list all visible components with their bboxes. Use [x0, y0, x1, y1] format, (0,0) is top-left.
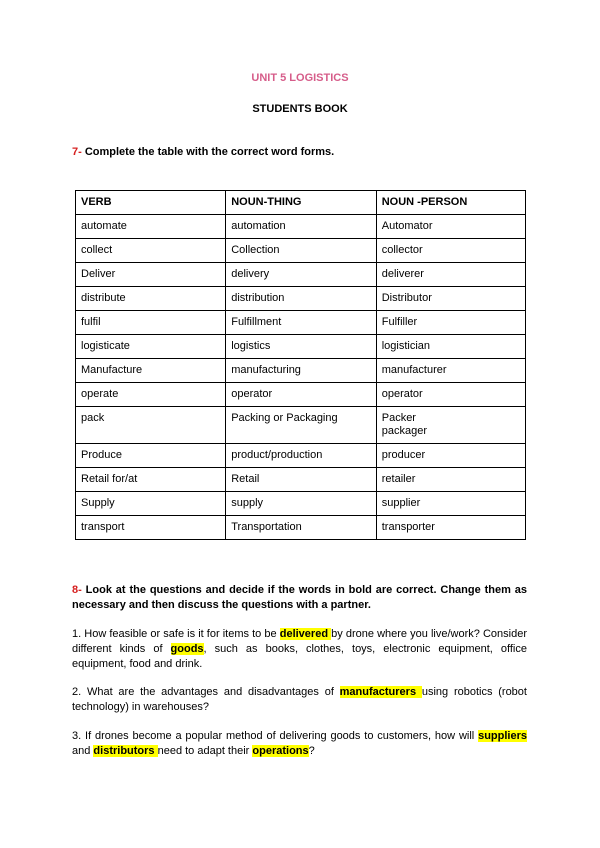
q2-highlight-manufacturers: manufacturers: [339, 686, 422, 698]
noun-person-cell: operator: [376, 383, 525, 407]
unit-title: UNIT 5 LOGISTICS: [251, 72, 349, 84]
noun-person-cell: Fulfiller: [376, 311, 525, 335]
q3-text-c: need to adapt their: [157, 745, 253, 757]
word-forms-table: [75, 190, 526, 540]
book-title: STUDENTS BOOK: [252, 103, 348, 115]
exercise-8-instruction: [72, 583, 527, 613]
noun-thing-cell: automation: [226, 215, 377, 239]
question-1: [72, 627, 527, 672]
noun-person-cell: deliverer: [376, 263, 525, 287]
q1-text-c: , such as books, clothes, toys, electronic equipment, office equipment, food and drink.: [72, 643, 527, 670]
verb-cell: transport: [76, 516, 226, 540]
noun-thing-cell: Packing or Packaging: [226, 407, 377, 444]
table-row: [76, 468, 526, 492]
q3-text-a: 3. If drones become a popular method of delivering goods to customers, how will: [72, 730, 479, 742]
table-row: [76, 383, 526, 407]
noun-thing-cell: distribution: [226, 287, 377, 311]
verb-cell: Deliver: [76, 263, 226, 287]
noun-person-cell: Packer packager: [376, 407, 525, 444]
table-row: [76, 311, 526, 335]
header-verb: VERB: [76, 191, 226, 215]
q3-highlight-distributors: distributors: [93, 745, 158, 757]
noun-person-cell: producer: [376, 444, 525, 468]
verb-cell: fulfil: [76, 311, 226, 335]
table-row: [76, 444, 526, 468]
table-row: [76, 359, 526, 383]
q2-text-b: using robotics (robot technology) in warehouses?: [72, 686, 527, 713]
q1-text-a: 1. How feasible or safe is it for items to be: [72, 628, 280, 640]
header-noun-person: NOUN -PERSON: [376, 191, 525, 215]
table-row: [76, 492, 526, 516]
noun-thing-cell: delivery: [226, 263, 377, 287]
noun-thing-cell: logistics: [226, 335, 377, 359]
exercise-8-text: Look at the questions and decide if the words in bold are correct. Change them as necessary and then discuss the questions with a partner.: [72, 584, 527, 611]
question-3: [72, 729, 527, 759]
exercise-7-number: 7-: [72, 146, 82, 158]
table-row: [76, 263, 526, 287]
noun-person-cell: manufacturer: [376, 359, 525, 383]
verb-cell: logisticate: [76, 335, 226, 359]
noun-thing-cell: Fulfillment: [226, 311, 377, 335]
noun-thing-cell: operator: [226, 383, 377, 407]
verb-cell: Manufacture: [76, 359, 226, 383]
q3-highlight-operations: operations: [252, 745, 309, 757]
table-row: [76, 239, 526, 263]
verb-cell: Produce: [76, 444, 226, 468]
table-header-row: [76, 191, 526, 215]
q3-text-b: and: [72, 745, 94, 757]
verb-cell: distribute: [76, 287, 226, 311]
noun-person-cell: Distributor: [376, 287, 525, 311]
verb-cell: operate: [76, 383, 226, 407]
table-row: [76, 516, 526, 540]
verb-cell: pack: [76, 407, 226, 444]
verb-cell: automate: [76, 215, 226, 239]
verb-cell: Supply: [76, 492, 226, 516]
header-noun-thing: NOUN-THING: [226, 191, 377, 215]
noun-thing-cell: Retail: [226, 468, 377, 492]
exercise-7-text: Complete the table with the correct word forms.: [81, 146, 335, 158]
noun-person-cell: logistician: [376, 335, 525, 359]
exercise-7-instruction: [72, 146, 334, 158]
noun-thing-cell: manufacturing: [226, 359, 377, 383]
noun-person-cell: supplier: [376, 492, 525, 516]
q1-text-b: by drone where you live/work? Consider different kinds of: [72, 628, 528, 655]
noun-person-cell: retailer: [376, 468, 525, 492]
noun-thing-cell: supply: [226, 492, 377, 516]
noun-person-cell: Automator: [376, 215, 525, 239]
q1-highlight-goods: goods: [170, 643, 204, 655]
exercise-8-number: 8-: [72, 584, 82, 596]
verb-cell: Retail for/at: [76, 468, 226, 492]
noun-thing-cell: Transportation: [226, 516, 377, 540]
noun-person-cell: transporter: [376, 516, 525, 540]
verb-cell: collect: [76, 239, 226, 263]
table-row: [76, 287, 526, 311]
q1-highlight-delivered: delivered: [279, 628, 332, 640]
table-row: [76, 407, 526, 444]
noun-thing-cell: product/production: [226, 444, 377, 468]
q3-highlight-suppliers: suppliers: [478, 730, 527, 742]
q2-text-a: 2. What are the advantages and disadvantages of: [72, 686, 340, 698]
table-row: [76, 335, 526, 359]
noun-thing-cell: Collection: [226, 239, 377, 263]
question-2: [72, 685, 527, 715]
table-row: [76, 215, 526, 239]
noun-person-cell: collector: [376, 239, 525, 263]
q3-text-d: ?: [308, 745, 315, 757]
